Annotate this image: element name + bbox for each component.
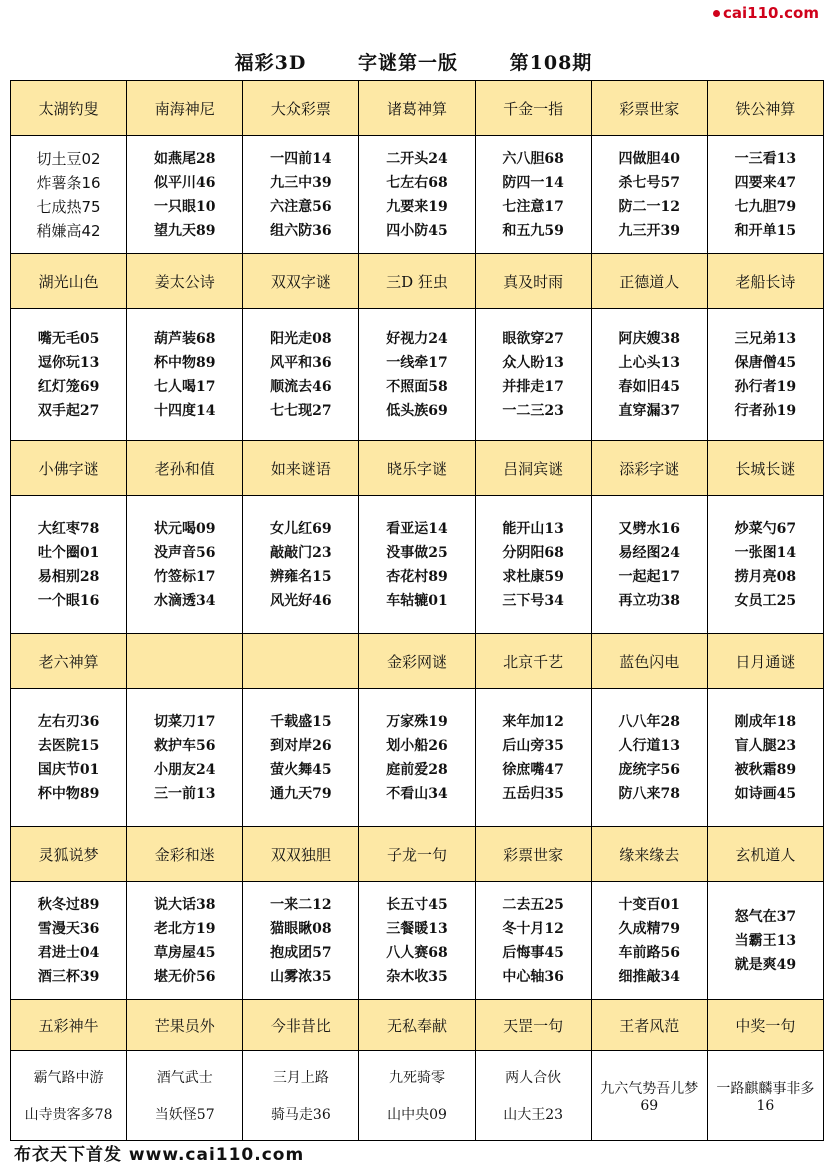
riddle-line: 分阴阳68 bbox=[502, 544, 564, 561]
author-name-cell: 铁公神算 bbox=[708, 81, 824, 136]
riddle-cell bbox=[359, 689, 475, 827]
author-name-cell: 双双独胆 bbox=[243, 827, 359, 882]
riddle-line: 保唐僧45 bbox=[734, 354, 797, 371]
riddle-line: 万家殊19 bbox=[386, 713, 448, 730]
riddle-line: 顺流去46 bbox=[270, 378, 332, 395]
header-title: 福彩3D bbox=[234, 52, 307, 74]
riddle-cell bbox=[708, 689, 824, 827]
riddle-line: 小朋友24 bbox=[153, 761, 216, 778]
riddle-cell bbox=[11, 309, 127, 441]
riddle-line: 似平川46 bbox=[153, 174, 216, 191]
author-name-cell: 彩票世家 bbox=[476, 827, 592, 882]
riddle-cell bbox=[476, 882, 592, 1000]
riddle-line: 炒菜勺67 bbox=[734, 520, 797, 537]
riddle-cell bbox=[127, 689, 243, 827]
riddle-line: 中心轴36 bbox=[502, 968, 564, 985]
riddle-line: 状元喝09 bbox=[153, 520, 216, 537]
riddle-line: 二开头24 bbox=[386, 150, 448, 167]
riddle-line: 稍嫌高42 bbox=[36, 221, 101, 240]
riddle-line: 行者孙19 bbox=[734, 402, 797, 419]
riddle-cell bbox=[476, 1051, 592, 1141]
riddle-line: 上心头13 bbox=[618, 354, 681, 371]
riddle-cell bbox=[592, 136, 708, 254]
riddle-cell bbox=[127, 882, 243, 1000]
riddle-line: 女员工25 bbox=[734, 592, 797, 609]
riddle-line: 和开单15 bbox=[734, 222, 797, 239]
riddle-line: 敲敲门23 bbox=[270, 544, 332, 561]
riddle-line: 没事做25 bbox=[386, 544, 448, 561]
riddle-line: 七注意17 bbox=[502, 198, 564, 215]
riddle-cell bbox=[708, 309, 824, 441]
riddle-cell bbox=[708, 496, 824, 634]
author-name-cell: 无私奉献 bbox=[359, 1000, 475, 1051]
riddle-line: 一二三23 bbox=[502, 402, 564, 419]
riddle-cell bbox=[11, 1051, 127, 1141]
riddle-line: 杀七号57 bbox=[618, 174, 681, 191]
riddle-line: 九三中39 bbox=[270, 174, 332, 191]
author-name-cell: 正德道人 bbox=[592, 254, 708, 309]
riddle-line: 车轱辘01 bbox=[386, 592, 448, 609]
riddle-line: 众人盼13 bbox=[502, 354, 564, 371]
riddle-cell bbox=[476, 496, 592, 634]
riddle-line: 一三看13 bbox=[734, 150, 797, 167]
riddle-line: 三兄弟13 bbox=[734, 330, 797, 347]
author-name-cell: 中奖一句 bbox=[708, 1000, 824, 1051]
riddle-cell bbox=[359, 136, 475, 254]
author-name-cell: 南海神尼 bbox=[127, 81, 243, 136]
riddle-line: 盲人腿23 bbox=[734, 737, 797, 754]
page-header bbox=[0, 48, 827, 75]
riddle-line: 和五九59 bbox=[502, 222, 564, 239]
author-name-cell: 大众彩票 bbox=[243, 81, 359, 136]
riddle-line: 红灯笼69 bbox=[37, 378, 100, 395]
riddle-line: 七左右68 bbox=[386, 174, 448, 191]
riddle-line: 女儿红69 bbox=[270, 520, 332, 537]
author-name-cell: 今非昔比 bbox=[243, 1000, 359, 1051]
riddle-line: 大红枣78 bbox=[37, 520, 100, 537]
riddle-line: 四要来47 bbox=[734, 174, 797, 191]
author-name-cell: 湖光山色 bbox=[11, 254, 127, 309]
author-name-cell: 添彩字谜 bbox=[592, 441, 708, 496]
riddle-line: 一四前14 bbox=[270, 150, 332, 167]
author-name-cell: 太湖钓叟 bbox=[11, 81, 127, 136]
riddle-line: 酒三杯39 bbox=[37, 968, 100, 985]
author-name-cell: 千金一指 bbox=[476, 81, 592, 136]
riddle-cell bbox=[11, 136, 127, 254]
riddle-line: 冬十月12 bbox=[502, 920, 564, 937]
riddle-line: 风平和36 bbox=[270, 354, 332, 371]
riddle-line: 春如旧45 bbox=[618, 378, 681, 395]
author-name-cell: 日月通谜 bbox=[708, 634, 824, 689]
riddle-line: 划小船26 bbox=[386, 737, 448, 754]
riddle-line: 草房屋45 bbox=[153, 944, 216, 961]
author-name-cell: 长城长谜 bbox=[708, 441, 824, 496]
author-name-cell: 缘来缘去 bbox=[592, 827, 708, 882]
riddle-line: 并排走17 bbox=[502, 378, 564, 395]
author-name-cell: 芒果员外 bbox=[127, 1000, 243, 1051]
riddle-line: 徐庶嘴47 bbox=[502, 761, 564, 778]
author-name-cell: 姜太公诗 bbox=[127, 254, 243, 309]
riddle-cell bbox=[592, 689, 708, 827]
riddle-line: 杂木收35 bbox=[386, 968, 448, 985]
riddle-line: 骑马走36 bbox=[270, 1106, 331, 1123]
author-name-cell: 如来谜语 bbox=[243, 441, 359, 496]
author-name-cell: 天罡一句 bbox=[476, 1000, 592, 1051]
riddle-line: 七人喝17 bbox=[153, 378, 216, 395]
riddle-line: 九要来19 bbox=[386, 198, 448, 215]
riddle-line: 救护车56 bbox=[153, 737, 216, 754]
riddle-line: 三餐暖13 bbox=[386, 920, 448, 937]
riddle-cell bbox=[476, 309, 592, 441]
riddle-line: 一张图14 bbox=[734, 544, 797, 561]
riddle-line: 十四度14 bbox=[153, 402, 216, 419]
riddle-cell bbox=[127, 496, 243, 634]
riddle-line: 当妖怪57 bbox=[154, 1106, 215, 1123]
riddle-line: 车前路56 bbox=[618, 944, 681, 961]
riddle-line: 三一前13 bbox=[153, 785, 216, 802]
author-name-cell: 玄机道人 bbox=[708, 827, 824, 882]
riddle-table bbox=[10, 80, 824, 1141]
author-name-cell: 金彩和迷 bbox=[127, 827, 243, 882]
author-name-cell: 真及时雨 bbox=[476, 254, 592, 309]
riddle-line: 杯中物89 bbox=[37, 785, 100, 802]
riddle-line: 雪漫天36 bbox=[37, 920, 100, 937]
riddle-line: 被秋霜89 bbox=[734, 761, 797, 778]
author-name-cell: 老孙和值 bbox=[127, 441, 243, 496]
riddle-line: 六八胆68 bbox=[502, 150, 564, 167]
riddle-line: 庞统字56 bbox=[618, 761, 681, 778]
riddle-line: 长五寸45 bbox=[386, 896, 448, 913]
riddle-line: 就是爽49 bbox=[734, 956, 797, 973]
riddle-cell bbox=[11, 496, 127, 634]
riddle-cell bbox=[11, 882, 127, 1000]
riddle-cell bbox=[243, 689, 359, 827]
author-name-cell: 晓乐字谜 bbox=[359, 441, 475, 496]
site-logo bbox=[713, 4, 819, 22]
author-name-cell: 灵狐说梦 bbox=[11, 827, 127, 882]
riddle-line: 好视力24 bbox=[386, 330, 448, 347]
riddle-line: 葫芦装68 bbox=[153, 330, 216, 347]
riddle-line: 能开山13 bbox=[502, 520, 564, 537]
riddle-line: 七九胆79 bbox=[734, 198, 797, 215]
riddle-cell bbox=[11, 689, 127, 827]
riddle-line: 再立功38 bbox=[618, 592, 681, 609]
riddle-line: 后悔事45 bbox=[502, 944, 564, 961]
author-name-cell bbox=[243, 634, 359, 689]
riddle-line: 酒气武士 bbox=[156, 1070, 213, 1087]
riddle-line: 七成热75 bbox=[36, 197, 101, 216]
riddle-line: 一起起17 bbox=[618, 568, 681, 585]
riddle-line: 到对岸26 bbox=[270, 737, 332, 754]
riddle-line: 五岳归35 bbox=[502, 785, 564, 802]
riddle-line: 嘴无毛05 bbox=[37, 330, 100, 347]
riddle-line: 阿庆嫂38 bbox=[618, 330, 681, 347]
riddle-line: 辨雍名15 bbox=[270, 568, 332, 585]
riddle-cell bbox=[476, 689, 592, 827]
riddle-line: 又劈水16 bbox=[618, 520, 681, 537]
riddle-line: 六注意56 bbox=[270, 198, 332, 215]
riddle-line: 一路麒麟事非多16 bbox=[716, 1080, 815, 1114]
riddle-line: 逗你玩13 bbox=[37, 354, 100, 371]
riddle-line: 后山旁35 bbox=[502, 737, 564, 754]
author-name-cell: 老六神算 bbox=[11, 634, 127, 689]
author-name-cell: 三D 狂虫 bbox=[359, 254, 475, 309]
riddle-line: 九三开39 bbox=[618, 222, 681, 239]
riddle-line: 来年加12 bbox=[502, 713, 564, 730]
riddle-line: 切土豆02 bbox=[36, 149, 101, 168]
riddle-line: 山中央09 bbox=[387, 1106, 447, 1123]
author-name-cell: 王者风范 bbox=[592, 1000, 708, 1051]
riddle-cell bbox=[127, 1051, 243, 1141]
riddle-line: 三月上路 bbox=[272, 1070, 329, 1087]
riddle-line: 杯中物89 bbox=[153, 354, 216, 371]
riddle-cell bbox=[243, 882, 359, 1000]
riddle-line: 四小防45 bbox=[386, 222, 448, 239]
riddle-line: 君进士04 bbox=[37, 944, 100, 961]
riddle-cell bbox=[592, 496, 708, 634]
riddle-line: 如诗画45 bbox=[734, 785, 797, 802]
riddle-line: 求杜康59 bbox=[502, 568, 564, 585]
riddle-cell bbox=[127, 309, 243, 441]
riddle-cell bbox=[359, 1051, 475, 1141]
riddle-line: 九六气势吾儿梦69 bbox=[600, 1080, 699, 1114]
riddle-line: 直穿漏37 bbox=[618, 402, 681, 419]
riddle-cell bbox=[243, 1051, 359, 1141]
riddle-line: 七七现27 bbox=[270, 402, 332, 419]
footer-watermark: 布衣天下首发 www.cai110.com bbox=[14, 1145, 305, 1165]
riddle-line: 秋冬过89 bbox=[37, 896, 100, 913]
riddle-line: 一只眼10 bbox=[153, 198, 216, 215]
riddle-line: 抱成团57 bbox=[270, 944, 332, 961]
author-name-cell: 子龙一句 bbox=[359, 827, 475, 882]
riddle-line: 双手起27 bbox=[37, 402, 100, 419]
riddle-line: 人行道13 bbox=[618, 737, 681, 754]
riddle-line: 水滴透34 bbox=[153, 592, 216, 609]
author-name-cell: 小佛字谜 bbox=[11, 441, 127, 496]
riddle-line: 八八年28 bbox=[618, 713, 681, 730]
riddle-line: 去医院15 bbox=[37, 737, 100, 754]
riddle-line: 没声音56 bbox=[153, 544, 216, 561]
author-name-cell: 双双字谜 bbox=[243, 254, 359, 309]
riddle-line: 不照面58 bbox=[386, 378, 448, 395]
riddle-line: 杏花村89 bbox=[386, 568, 448, 585]
riddle-line: 通九天79 bbox=[270, 785, 332, 802]
riddle-line: 霸气路中游 bbox=[33, 1070, 104, 1087]
riddle-line: 易相别28 bbox=[37, 568, 100, 585]
riddle-cell bbox=[359, 496, 475, 634]
riddle-line: 孙行者19 bbox=[734, 378, 797, 395]
author-name-cell: 吕洞宾谜 bbox=[476, 441, 592, 496]
author-name-cell: 彩票世家 bbox=[592, 81, 708, 136]
riddle-line: 千载盛15 bbox=[270, 713, 332, 730]
riddle-cell bbox=[708, 882, 824, 1000]
author-name-cell: 金彩网谜 bbox=[359, 634, 475, 689]
riddle-cell bbox=[243, 309, 359, 441]
riddle-line: 八人赛68 bbox=[386, 944, 448, 961]
author-name-cell bbox=[127, 634, 243, 689]
riddle-line: 细推敲34 bbox=[618, 968, 681, 985]
riddle-cell bbox=[592, 882, 708, 1000]
riddle-line: 刚成年18 bbox=[734, 713, 797, 730]
riddle-cell bbox=[359, 882, 475, 1000]
riddle-line: 猫眼瞅08 bbox=[270, 920, 332, 937]
riddle-line: 捞月亮08 bbox=[734, 568, 797, 585]
riddle-line: 眼欲穿27 bbox=[502, 330, 564, 347]
riddle-line: 看亚运14 bbox=[386, 520, 448, 537]
riddle-line: 防四一14 bbox=[502, 174, 564, 191]
riddle-cell bbox=[359, 309, 475, 441]
riddle-cell bbox=[243, 496, 359, 634]
logo-dot-icon bbox=[713, 10, 720, 17]
riddle-line: 老北方19 bbox=[153, 920, 216, 937]
author-name-cell: 诸葛神算 bbox=[359, 81, 475, 136]
riddle-line: 说大话38 bbox=[153, 896, 216, 913]
riddle-line: 当霸王13 bbox=[734, 932, 797, 949]
author-name-cell: 蓝色闪电 bbox=[592, 634, 708, 689]
riddle-cell bbox=[708, 136, 824, 254]
riddle-line: 防二一12 bbox=[618, 198, 681, 215]
riddle-line: 十变百01 bbox=[618, 896, 681, 913]
riddle-line: 山寺贵客多78 bbox=[24, 1106, 113, 1123]
header-subtitle: 字谜第一版 bbox=[358, 52, 459, 74]
riddle-line: 萤火舞45 bbox=[270, 761, 332, 778]
riddle-line: 两人合伙 bbox=[505, 1070, 562, 1087]
header-issue: 第108期 bbox=[509, 52, 593, 74]
riddle-line: 九死骑零 bbox=[388, 1070, 445, 1087]
riddle-line: 国庆节01 bbox=[37, 761, 100, 778]
riddle-line: 一来二12 bbox=[270, 896, 332, 913]
riddle-cell bbox=[243, 136, 359, 254]
riddle-line: 竹签标17 bbox=[153, 568, 216, 585]
riddle-line: 山大王23 bbox=[503, 1106, 564, 1123]
riddle-line: 炸薯条16 bbox=[36, 173, 101, 192]
riddle-line: 一线牵17 bbox=[386, 354, 448, 371]
riddle-line: 望九天89 bbox=[153, 222, 216, 239]
riddle-line: 吐个圈01 bbox=[37, 544, 100, 561]
riddle-line: 三下号34 bbox=[502, 592, 564, 609]
riddle-line: 防八来78 bbox=[618, 785, 681, 802]
riddle-cell bbox=[127, 136, 243, 254]
riddle-line: 组六防36 bbox=[270, 222, 332, 239]
site-logo-text: cai110.com bbox=[723, 4, 819, 22]
riddle-cell bbox=[476, 136, 592, 254]
riddle-line: 山雾浓35 bbox=[270, 968, 332, 985]
riddle-cell bbox=[708, 1051, 824, 1141]
riddle-line: 阳光走08 bbox=[270, 330, 332, 347]
riddle-line: 怒气在37 bbox=[734, 908, 797, 925]
riddle-line: 不看山34 bbox=[386, 785, 448, 802]
riddle-line: 如燕尾28 bbox=[153, 150, 216, 167]
riddle-line: 一个眼16 bbox=[37, 592, 100, 609]
riddle-line: 久成精79 bbox=[618, 920, 681, 937]
riddle-line: 切菜刀17 bbox=[153, 713, 216, 730]
author-name-cell: 北京千艺 bbox=[476, 634, 592, 689]
riddle-line: 左右刃36 bbox=[37, 713, 100, 730]
riddle-cell bbox=[592, 1051, 708, 1141]
riddle-line: 庭前爱28 bbox=[386, 761, 448, 778]
author-name-cell: 老船长诗 bbox=[708, 254, 824, 309]
riddle-cell bbox=[592, 309, 708, 441]
riddle-line: 堪无价56 bbox=[153, 968, 216, 985]
riddle-line: 低头族69 bbox=[386, 402, 448, 419]
riddle-line: 四做胆40 bbox=[618, 150, 681, 167]
riddle-line: 风光好46 bbox=[270, 592, 332, 609]
author-name-cell: 五彩神牛 bbox=[11, 1000, 127, 1051]
riddle-line: 二去五25 bbox=[502, 896, 564, 913]
riddle-line: 易经图24 bbox=[618, 544, 681, 561]
